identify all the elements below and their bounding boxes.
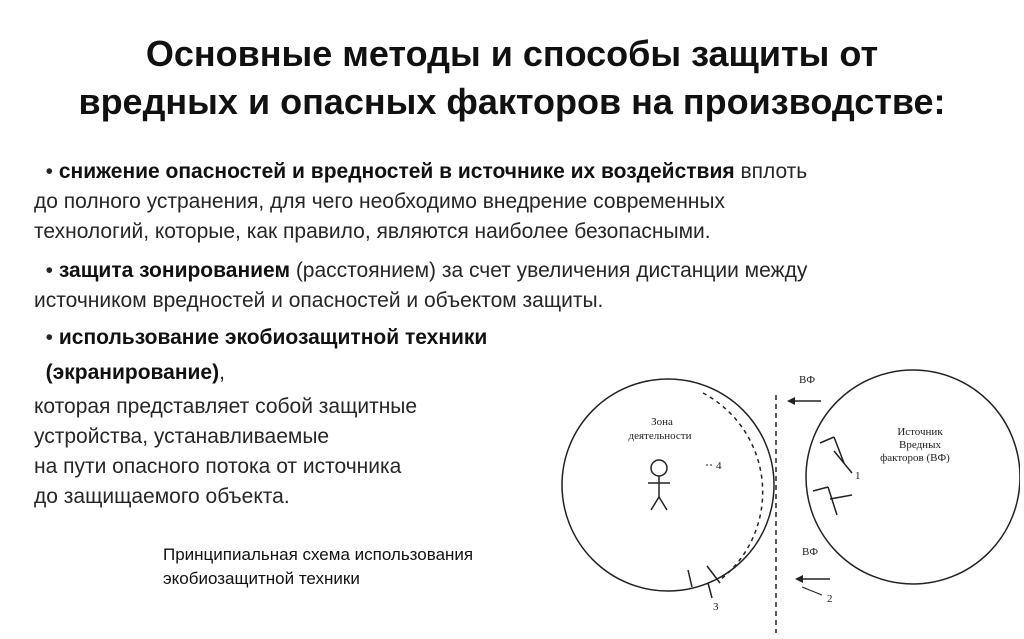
bullet-3-bold-2: (экранирование) bbox=[45, 361, 220, 384]
protection-element-2 bbox=[802, 587, 822, 595]
protection-element-1 bbox=[813, 437, 852, 515]
source-label-1: Источник bbox=[897, 426, 943, 438]
bullet-2-rest: (расстоянием) за счет увеличения дистанции между bbox=[289, 259, 808, 282]
bullet-3-line-6: до защищаемого объекта. bbox=[34, 485, 290, 508]
zone-label-2: деятельности bbox=[628, 430, 692, 442]
arrow-top-head bbox=[787, 397, 795, 405]
bullet-marker: • bbox=[45, 326, 54, 349]
bullet-2-bold: защита зонированием bbox=[58, 259, 290, 282]
bullet-3-line-5: на пути опасного потока от источника bbox=[34, 455, 402, 478]
bullet-3-line-3: которая представляет собой защитные bbox=[34, 395, 418, 418]
bullet-1-rest: вплоть bbox=[734, 160, 808, 183]
bullet-marker: • bbox=[45, 160, 54, 183]
person-icon bbox=[648, 460, 670, 510]
bullet-1-bold: снижение опасностей и вредностей в источнике их воздействия bbox=[58, 160, 735, 183]
bullet-3-rest-2: , bbox=[219, 361, 225, 384]
bullet-1-line-2: до полного устранения, для чего необходимо внедрение современных bbox=[34, 190, 725, 213]
label-num-2: 2 bbox=[827, 593, 833, 605]
source-label-2: Вредных bbox=[899, 439, 941, 451]
bullet-3-line-2 bbox=[34, 358, 225, 388]
bullet-1-line-3: технологий, которые, как правило, являются наиболее безопасными. bbox=[34, 220, 711, 243]
ecobioprotection-diagram bbox=[540, 365, 1020, 635]
page-title bbox=[0, 30, 1024, 126]
title-line-1: Основные методы и способы защиты от bbox=[145, 33, 879, 74]
bullet-1-line-1 bbox=[34, 157, 807, 187]
bullet-2-line-2: источником вредностей и опасностей и объектом защиты. bbox=[34, 289, 604, 312]
bullet-2-line-1 bbox=[34, 256, 807, 286]
caption-line-2: экобиозащитной техники bbox=[163, 569, 360, 588]
arrow-bottom-head bbox=[795, 575, 803, 583]
label-num-1: 1 bbox=[855, 470, 861, 482]
vf-label-bottom: ВФ bbox=[802, 546, 819, 558]
title-line-2: вредных и опасных факторов на производстве: bbox=[78, 81, 946, 122]
source-label-3: факторов (ВФ) bbox=[880, 452, 950, 464]
zone-label-1: Зона bbox=[651, 416, 673, 428]
caption-line-1: Принципиальная схема использования bbox=[163, 545, 474, 564]
protection-element-3 bbox=[688, 566, 720, 598]
source-circle bbox=[806, 370, 1020, 584]
bullet-marker: • bbox=[45, 259, 54, 282]
diagram-caption bbox=[163, 543, 473, 591]
bullet-3-line-1 bbox=[34, 323, 487, 353]
bullet-3-bold: использование экобиозащитной техники bbox=[58, 326, 488, 349]
label-num-3: 3 bbox=[713, 601, 719, 613]
activity-zone-circle bbox=[562, 379, 774, 591]
label-num-4: 4 bbox=[716, 460, 722, 472]
vf-label-top: ВФ bbox=[799, 374, 816, 386]
bullet-3-line-4: устройства, устанавливаемые bbox=[34, 425, 330, 448]
screen-dashed-arc bbox=[703, 393, 763, 580]
